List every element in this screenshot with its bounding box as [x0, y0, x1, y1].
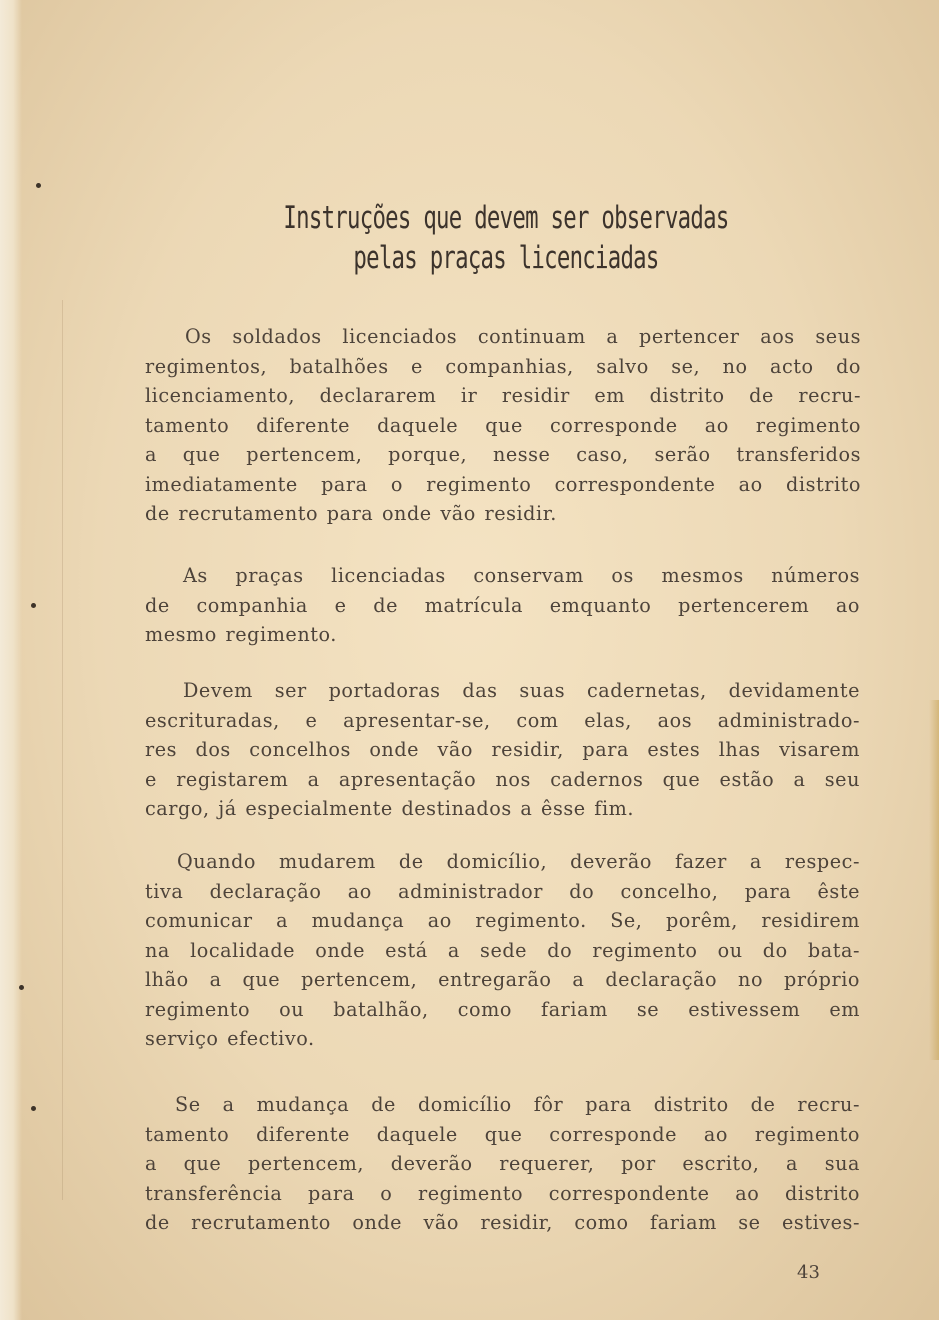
paragraph-line: lhão a que pertencem, entregarão a declaração no próprio [145, 968, 860, 991]
paragraph-line: Os soldados licenciados continuam a pertencer aos seus [185, 325, 861, 348]
paragraph-3 [145, 676, 860, 824]
page-title-line-1: Instruções que devem ser observadas [283, 200, 729, 236]
paragraph-line: de recrutamento para onde vão residir. [145, 502, 557, 525]
paragraph-line: de recrutamento onde vão residir, como fariam se estives- [145, 1211, 860, 1234]
page-fold-line [62, 300, 63, 1200]
page-left-edge [0, 0, 22, 1320]
paragraph-2 [145, 561, 860, 650]
paragraph-line: licenciamento, declararem ir residir em distrito de recru- [145, 384, 861, 407]
binding-hole-4 [31, 1106, 36, 1111]
page-title-line-2: pelas praças licenciadas [353, 240, 659, 276]
paragraph-line: a que pertencem, deverão requerer, por escrito, a sua [145, 1152, 860, 1175]
paragraph-line: res dos concelhos onde vão residir, para estes lhas visarem [145, 738, 860, 761]
paragraph-1 [145, 322, 861, 529]
paragraph-line: imediatamente para o regimento correspondente ao distrito [145, 472, 861, 496]
paragraph-line: de companhia e de matrícula emquanto pertencerem ao [145, 593, 860, 617]
paragraph-line: Se a mudança de domicílio fôr para distrito de recru- [175, 1093, 860, 1116]
paragraph-line: tiva declaração ao administrador do concelho, para êste [145, 879, 860, 903]
binding-hole-1 [36, 183, 41, 188]
paragraph-line: comunicar a mudança ao regimento. Se, porêm, residirem [145, 909, 860, 932]
page-number: 43 [797, 1262, 820, 1283]
paragraph-line: serviço efectivo. [145, 1027, 315, 1050]
paragraph-line: a que pertencem, porque, nesse caso, serão transferidos [145, 443, 861, 466]
binding-hole-3 [19, 985, 24, 990]
paragraph-line: regimento ou batalhão, como fariam se estivessem em [145, 997, 860, 1021]
paragraph-line: tamento diferente daquele que corresponde ao regimento [145, 1122, 860, 1146]
paragraph-line: regimentos, batalhões e companhias, salvo se, no acto do [145, 354, 861, 378]
paragraph-line: transferência para o regimento correspondente ao distrito [145, 1181, 860, 1205]
paragraph-line: escrituradas, e apresentar-se, com elas, aos administrado- [145, 708, 860, 732]
paragraph-line: Quando mudarem de domicílio, deverão fazer a respec- [177, 850, 860, 873]
paragraph-line: As praças licenciadas conservam os mesmos números [183, 564, 860, 587]
paragraph-5 [145, 1090, 860, 1238]
paragraph-line: na localidade onde está a sede do regimento ou do bata- [145, 938, 860, 962]
paragraph-line: tamento diferente daquele que corresponde ao regimento [145, 413, 861, 437]
paragraph-line: cargo, já especialmente destinados a êsse fim. [145, 797, 635, 820]
page-right-edge-stain [929, 700, 939, 1060]
paragraph-line: mesmo regimento. [145, 623, 337, 646]
paragraph-line: e registarem a apresentação nos cadernos que estão a seu [145, 767, 860, 791]
binding-hole-2 [31, 603, 36, 608]
paragraph-4 [145, 847, 860, 1054]
paragraph-line: Devem ser portadoras das suas cadernetas, devidamente [183, 679, 860, 702]
